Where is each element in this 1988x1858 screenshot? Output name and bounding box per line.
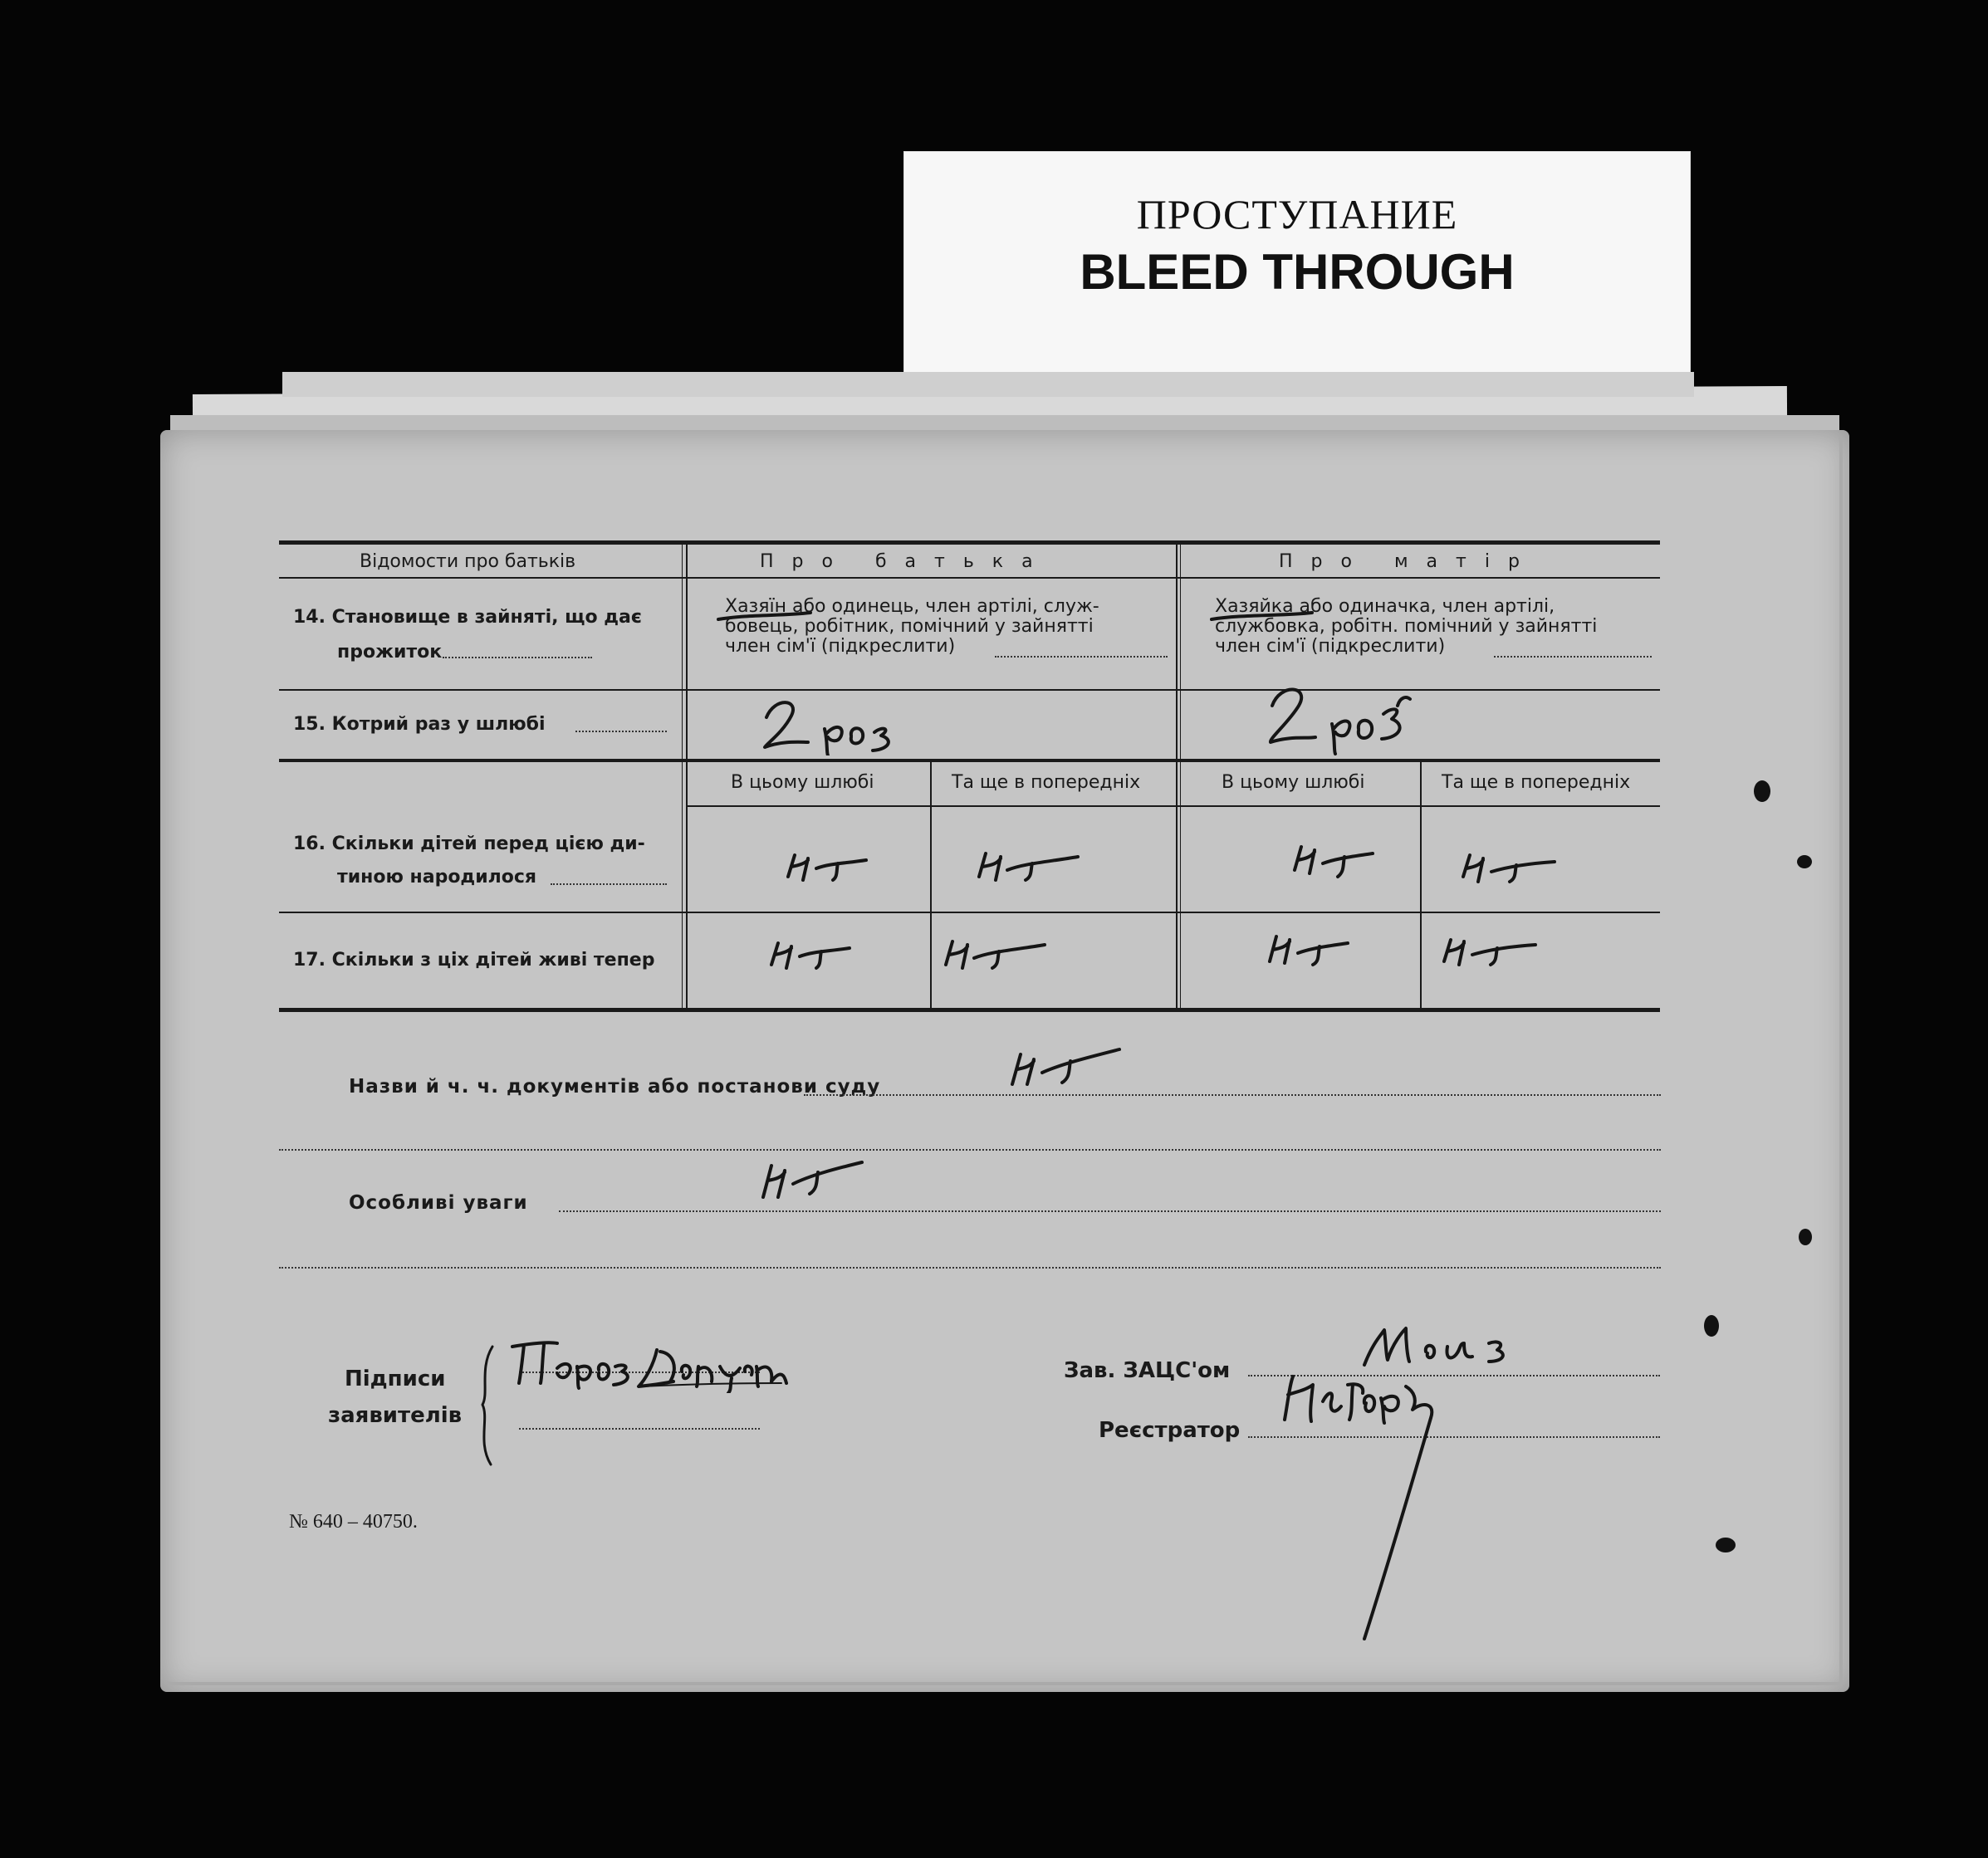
- underline-mother-option: [1208, 606, 1316, 631]
- col-divider-1: [686, 543, 688, 1010]
- subhead-mother-this: В цьому шлюбі: [1222, 772, 1365, 793]
- col-parents-header: Відомости про батьків: [360, 551, 576, 572]
- row14-label-dots: [443, 657, 592, 658]
- row14-label-1: 14. Становище в зайняті, що дає: [293, 607, 642, 628]
- documents-dotline-2: [279, 1149, 1661, 1151]
- table-bottom-rule: [279, 1008, 1660, 1012]
- card-title-ru: ПРОСТУПАНИЕ: [1136, 191, 1458, 237]
- punch-hole: [1716, 1538, 1736, 1552]
- row14-rule: [279, 689, 1660, 691]
- col-divider-2: [1176, 543, 1178, 1010]
- col-mother-header: Про матір: [1279, 551, 1538, 572]
- record-page: [160, 430, 1849, 1692]
- row14-father-1: Хазяїн або одинець, член артілі, служ-: [725, 596, 1099, 617]
- row16-mother-previous: [1458, 847, 1558, 892]
- row16-mother-this: [1290, 840, 1381, 885]
- row14-father-dots: [995, 656, 1168, 658]
- row17-mother-this: [1265, 928, 1356, 973]
- applicants-label-1: Підписи: [345, 1367, 446, 1391]
- remarks-value: [758, 1152, 866, 1205]
- col-divider-1b: [682, 543, 683, 1010]
- row16-rule: [279, 912, 1660, 913]
- row15-label: 15. Котрий раз у шлюбі: [293, 714, 546, 735]
- row15-father-value: [758, 692, 924, 755]
- underline-father-option: [715, 606, 815, 631]
- form-number: № 640 – 40750.: [289, 1511, 418, 1533]
- punch-hole: [1799, 1229, 1812, 1245]
- row14-mother-1: Хазяйка або одиначка, член артілі,: [1215, 596, 1555, 617]
- card-title-en: BLEED THROUGH: [1080, 244, 1515, 300]
- row17-father-this: [766, 931, 858, 976]
- row16-father-this: [783, 843, 874, 888]
- documents-label: Назви й ч. ч. документів або постанови суду: [349, 1076, 881, 1098]
- punch-hole: [1704, 1315, 1719, 1337]
- head-label: Зав. ЗАЦС'ом: [1064, 1358, 1231, 1383]
- documents-dotline: [804, 1094, 1661, 1096]
- subhead-mother-previous: Та ще в попередніх: [1442, 772, 1631, 793]
- applicant-signature: [507, 1335, 790, 1396]
- page-stack-edge: [282, 372, 1694, 397]
- subhead-rule: [686, 805, 1660, 807]
- row16-label-dots: [551, 883, 667, 885]
- row14-mother-2: службовка, робітн. помічний у зайнятті: [1215, 616, 1598, 637]
- applicant-signature-line-2: [519, 1428, 760, 1430]
- bleed-through-card: [903, 151, 1691, 394]
- row16-father-previous: [974, 843, 1082, 888]
- row14-label-2: прожиток: [337, 642, 443, 663]
- remarks-dotline: [559, 1210, 1661, 1212]
- row14-father-2: бовець, робітник, помічний у зайнятті: [725, 616, 1094, 637]
- row14-father-3: член сім'ї (підкреслити): [725, 636, 956, 657]
- table-top-rule: [279, 540, 1660, 545]
- registrar-signature-drawing: [1273, 1352, 1472, 1650]
- col-father-header: Про батька: [760, 551, 1051, 572]
- punch-hole: [1754, 780, 1770, 802]
- row15-rule: [279, 759, 1660, 762]
- row14-mother-dots: [1494, 656, 1652, 658]
- remarks-label: Особливі уваги: [349, 1192, 528, 1214]
- subhead-father-previous: Та ще в попередніх: [952, 772, 1141, 793]
- registrar-label: Реєстратор: [1099, 1418, 1241, 1443]
- row16-label-2: тиною народилося: [337, 867, 537, 887]
- row15-mother-value: [1261, 681, 1435, 755]
- remarks-dotline-2: [279, 1267, 1661, 1269]
- subhead-father-this: В цьому шлюбі: [731, 772, 874, 793]
- row15-label-dots: [575, 731, 667, 732]
- documents-value: [1007, 1041, 1124, 1094]
- row17-father-previous: [941, 931, 1049, 976]
- applicants-brace: [476, 1343, 501, 1468]
- table-header-rule: [279, 577, 1660, 579]
- row17-label: 17. Скільки з ціх дітей живі тепер: [293, 950, 655, 971]
- row14-mother-3: член сім'ї (підкреслити): [1215, 636, 1446, 657]
- row17-mother-previous: [1439, 928, 1539, 973]
- col-divider-father-sub: [930, 760, 932, 1010]
- row16-label-1: 16. Скільки дітей перед цією ди-: [293, 834, 645, 854]
- punch-hole: [1797, 855, 1812, 868]
- col-divider-2b: [1180, 543, 1181, 1010]
- applicants-label-2: заявителів: [328, 1403, 463, 1428]
- col-divider-mother-sub: [1420, 760, 1422, 1010]
